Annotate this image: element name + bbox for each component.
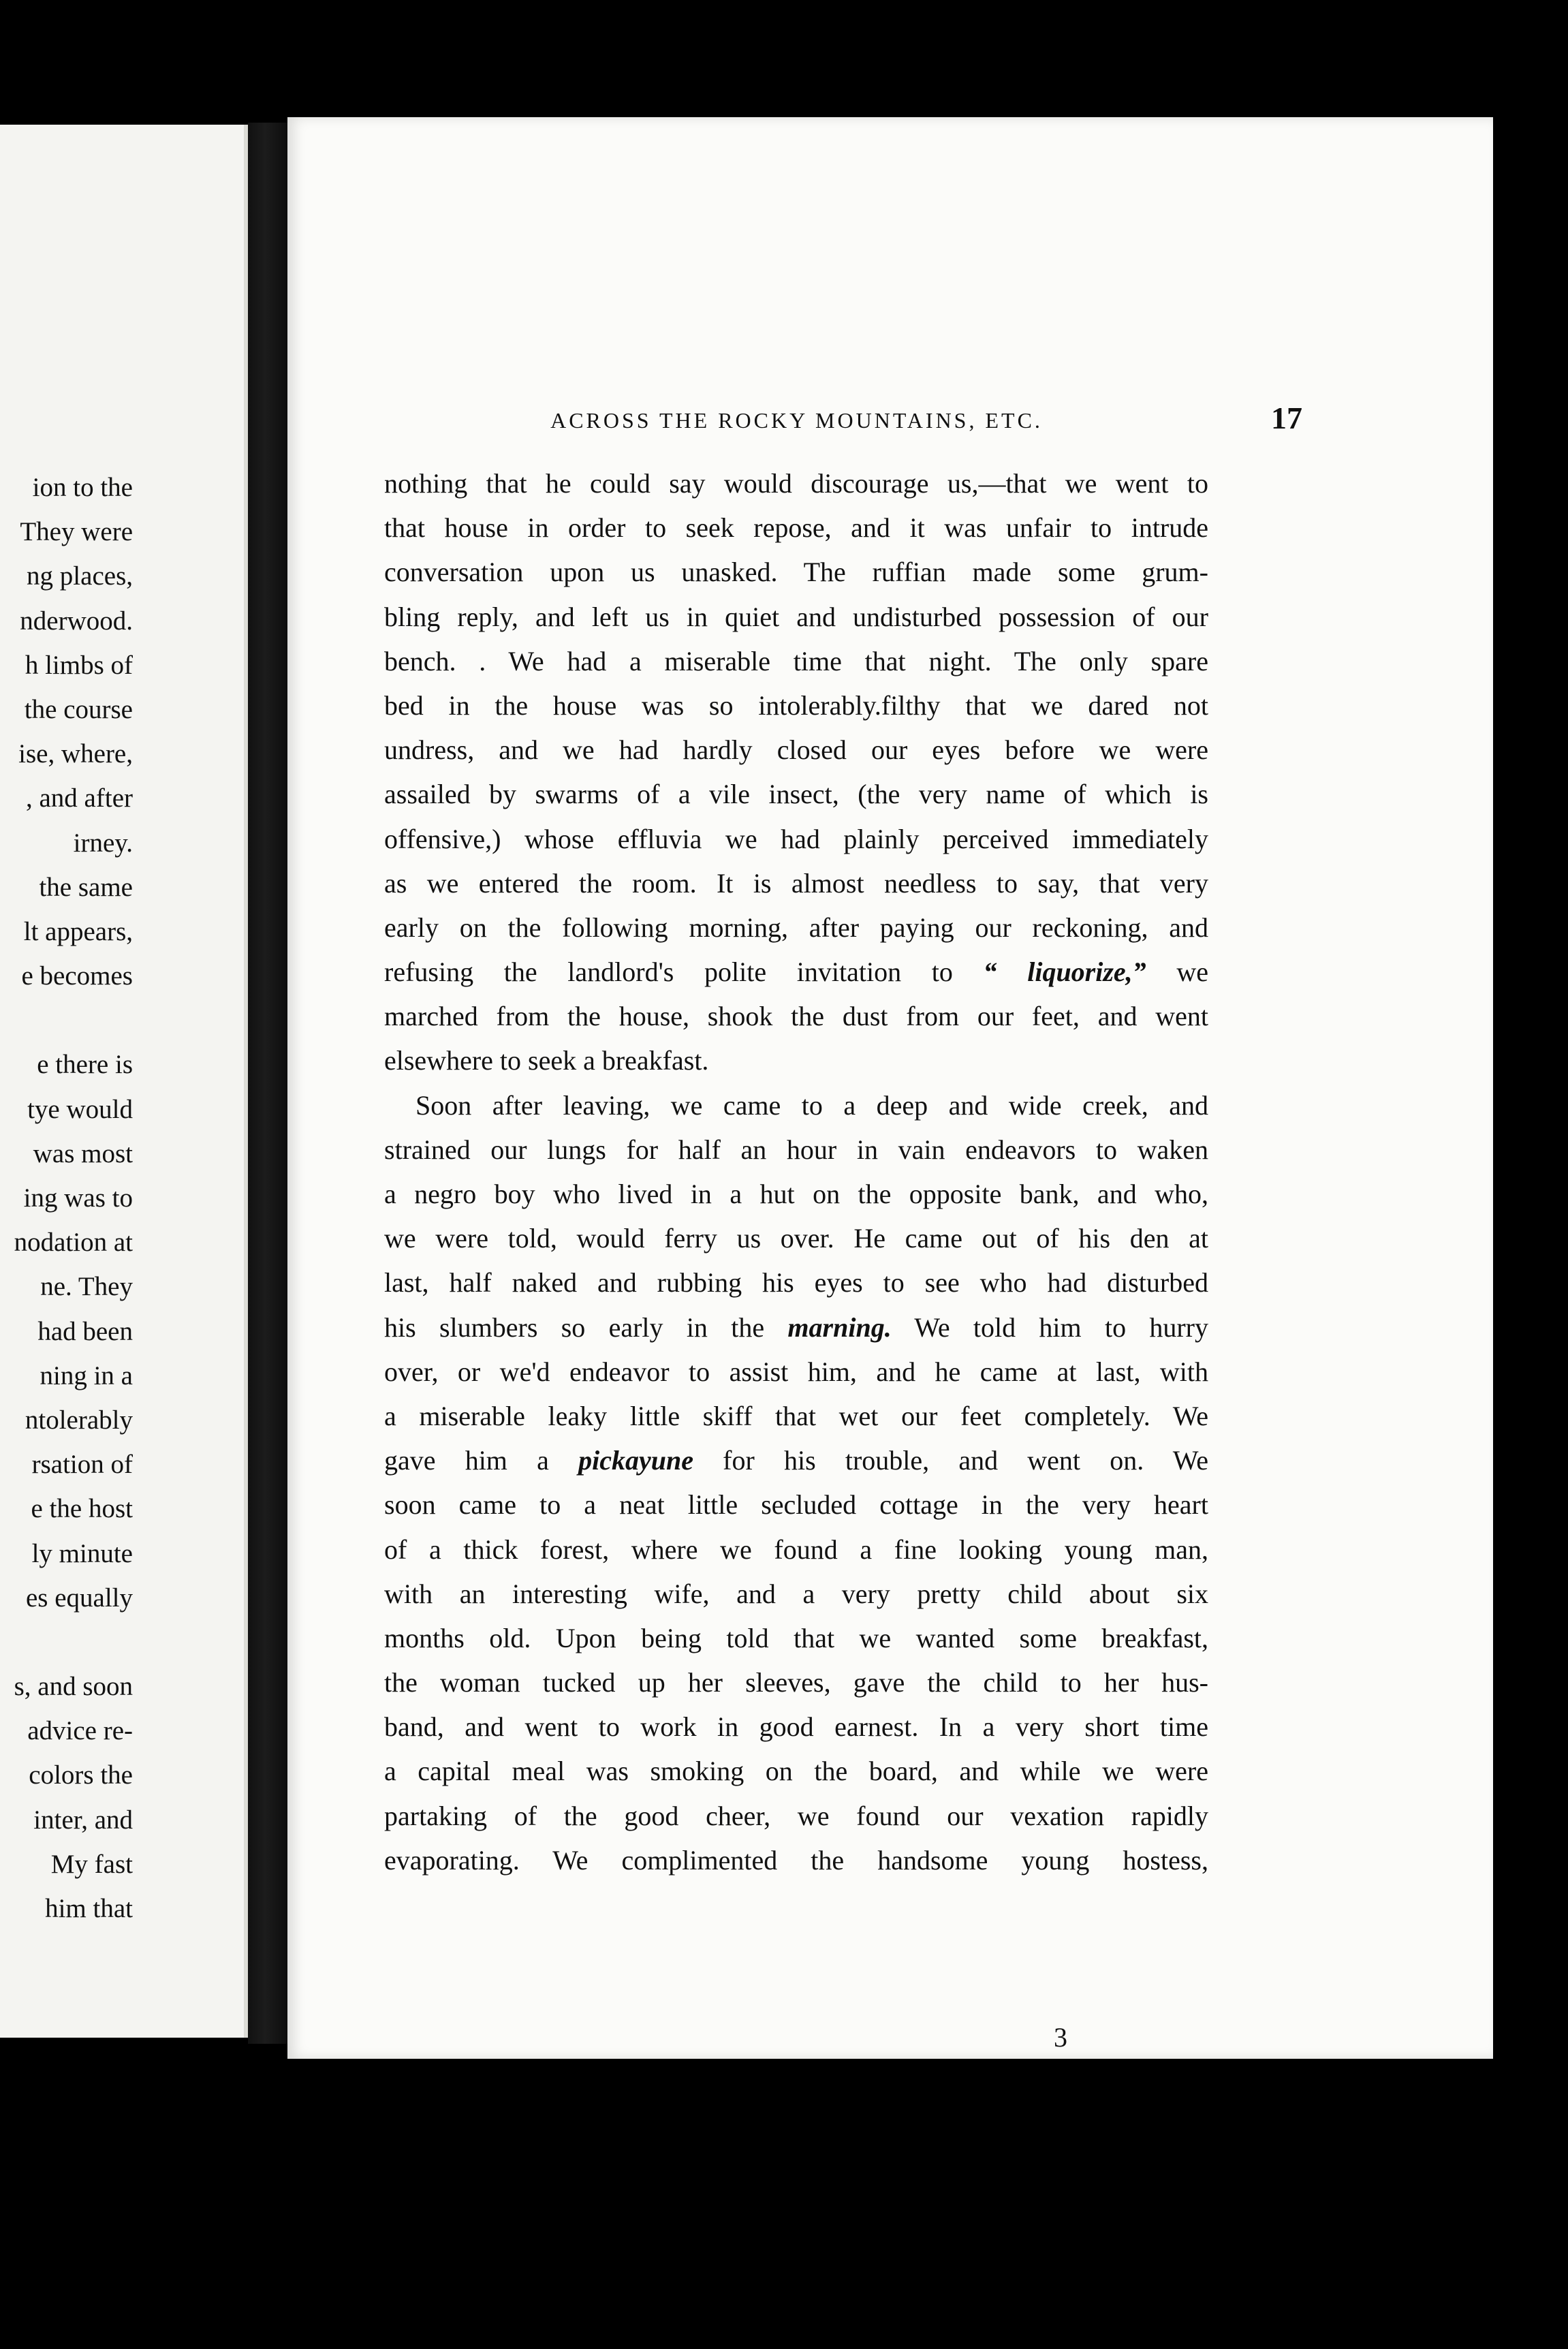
previous-page-line: ne. They	[40, 1272, 133, 1302]
previous-page-line: es equally	[25, 1583, 133, 1613]
previous-page-line: My fast	[50, 1849, 133, 1879]
text-line: marched from the house, shook the dust from our feet, and went	[384, 1001, 1208, 1032]
current-page	[287, 117, 1493, 2059]
previous-page-line: inter, and	[33, 1805, 133, 1835]
italic-word: pickayune	[578, 1445, 693, 1476]
text-line: of a thick forest, where we found a fine looking young man,	[384, 1534, 1208, 1565]
previous-page-line: ng places,	[27, 561, 133, 591]
previous-page-line: the course	[24, 694, 133, 724]
text-line: nothing that he could say would discourage us,—that we went to	[384, 468, 1208, 499]
previous-page-line: irney.	[73, 828, 133, 858]
previous-page-line: e becomes	[21, 961, 133, 991]
previous-page-line: had been	[37, 1316, 133, 1346]
previous-page-line: tye would	[27, 1094, 133, 1124]
previous-page-line: advice re-	[27, 1716, 133, 1746]
text-segment: refusing the landlord's polite invitation to	[384, 956, 953, 988]
text-line-mixed	[384, 950, 1208, 994]
previous-page-line: e the host	[31, 1494, 133, 1524]
previous-page-line: s, and soon	[14, 1672, 133, 1702]
text-segment: we	[1176, 956, 1208, 988]
previous-page-text	[0, 465, 133, 1931]
previous-page-line: lt appears,	[23, 916, 133, 946]
previous-page-line: , and after	[26, 783, 133, 813]
previous-page-line: They were	[20, 517, 133, 547]
text-line: band, and went to work in good earnest. In a very short time	[384, 1711, 1208, 1743]
text-line-mixed	[384, 1305, 1208, 1350]
previous-page-line: ise, where,	[18, 739, 133, 769]
previous-page-line: rsation of	[31, 1450, 133, 1480]
signature-mark: 3	[1054, 2022, 1067, 2053]
text-line: soon came to a neat little secluded cottage in the very heart	[384, 1489, 1208, 1521]
text-segment: We told him to hurry	[914, 1311, 1209, 1343]
text-line: last, half naked and rubbing his eyes to see who had disturbed	[384, 1267, 1208, 1298]
previous-page-line: him that	[45, 1894, 133, 1923]
text-line: a capital meal was smoking on the board, and while we were	[384, 1756, 1208, 1787]
italic-word: marning.	[787, 1311, 892, 1343]
text-line: offensive,) whose effluvia we had plainly perceived immediately	[384, 823, 1208, 854]
text-line: Soon after leaving, we came to a deep and wide creek, and	[415, 1089, 1208, 1121]
text-line: the woman tucked up her sleeves, gave the child to her hus-	[384, 1667, 1208, 1698]
body-text	[384, 461, 1208, 1882]
previous-page-line: h limbs of	[25, 650, 133, 680]
previous-page-line: ning in a	[40, 1360, 133, 1390]
previous-page-line	[0, 998, 133, 1042]
previous-page-line: ion to the	[32, 473, 133, 502]
previous-page-line: the same	[39, 872, 133, 902]
running-head	[383, 400, 1302, 441]
book-gutter	[248, 123, 292, 2044]
previous-page-line: was most	[33, 1138, 133, 1168]
text-line-mixed	[384, 1438, 1208, 1482]
text-line: with an interesting wife, and a very pretty child about six	[384, 1578, 1208, 1609]
previous-page-line	[0, 1620, 133, 1664]
text-line: a miserable leaky little skiff that wet our feet completely. We	[384, 1400, 1208, 1431]
text-line: evaporating. We complimented the handsome young hostess,	[384, 1844, 1208, 1876]
page-number: 17	[1271, 401, 1302, 435]
text-line: a negro boy who lived in a hut on the opposite bank, and who,	[384, 1179, 1208, 1209]
text-line: early on the following morning, after paying our reckoning, and	[384, 912, 1208, 943]
previous-page-line: nderwood.	[20, 606, 133, 636]
text-line: bling reply, and left us in quiet and undisturbed possession of our	[384, 601, 1208, 632]
text-line: undress, and we had hardly closed our eyes before we were	[384, 734, 1208, 766]
text-line: we were told, would ferry us over. He came out of his den at	[384, 1223, 1208, 1254]
text-line: months old. Upon being told that we wanted some breakfast,	[384, 1622, 1208, 1653]
previous-page	[0, 125, 248, 2038]
text-line: assailed by swarms of a vile insect, (the very name of which is	[384, 779, 1208, 810]
previous-page-line: ly minute	[31, 1538, 133, 1568]
text-line: that house in order to seek repose, and it was unfair to intrude	[384, 512, 1208, 544]
previous-page-line: nodation at	[14, 1228, 133, 1258]
text-line: bed in the house was so intolerably.filthy that we dared not	[384, 689, 1208, 721]
text-segment: his slumbers so early in the	[384, 1311, 765, 1343]
previous-page-line: colors the	[29, 1760, 133, 1790]
italic-word: “ liquorize,”	[983, 956, 1146, 988]
text-segment: gave him a	[384, 1445, 549, 1476]
text-segment: for his trouble, and went on. We	[723, 1445, 1209, 1476]
text-line: strained our lungs for half an hour in vain endeavors to waken	[384, 1134, 1208, 1165]
text-line: as we entered the room. It is almost needless to say, that very	[384, 867, 1208, 899]
text-line: over, or we'd endeavor to assist him, and he came at last, with	[384, 1356, 1208, 1387]
previous-page-line: e there is	[37, 1050, 133, 1080]
text-line: partaking of the good cheer, we found our vexation rapidly	[384, 1800, 1208, 1831]
previous-page-line: ntolerably	[25, 1405, 133, 1435]
text-line: bench. . We had a miserable time that night. The only spare	[384, 645, 1208, 676]
text-line: conversation upon us unasked. The ruffian made some grum-	[384, 557, 1208, 588]
running-title: ACROSS THE ROCKY MOUNTAINS, ETC.	[550, 408, 1043, 433]
previous-page-line: ing was to	[23, 1183, 133, 1213]
text-line: elsewhere to seek a breakfast.	[384, 1045, 709, 1076]
